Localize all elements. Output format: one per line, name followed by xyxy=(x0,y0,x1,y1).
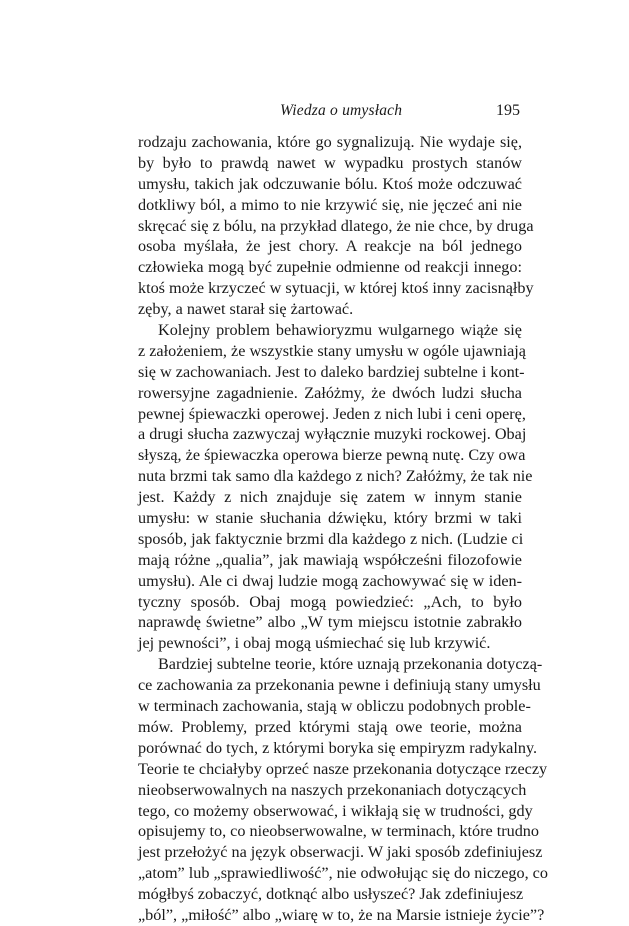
text-line: się w zachowaniach. Jest to daleko bardziej subtelne i kont- xyxy=(138,362,525,381)
text-line: by było to prawdą nawet w wypadku prostych stanów xyxy=(138,153,522,172)
text-line: rowersyjne zagadnienie. Załóżmy, że dwóch ludzi słucha xyxy=(138,383,522,402)
text-line: jest przełożyć na język obserwacji. W jaki sposób zdefiniujesz xyxy=(138,843,543,862)
text-line: zęby, a nawet starał się żartować. xyxy=(138,300,354,319)
paragraph xyxy=(138,320,533,654)
text-line: skręcać się z bólu, na przykład dlatego, że nie chce, by druga xyxy=(138,216,534,235)
text-line: rodzaju zachowania, które go sygnalizują. Nie wydaje się, xyxy=(138,133,522,151)
text-line: tyczny sposób. Obaj mogą powiedzieć: „Ach, to było xyxy=(138,592,522,611)
text-line: ce zachowania za przekonania pewne i definiują stany umysłu xyxy=(138,676,541,695)
text-line: mógłbyś zobaczyć, dotknąć albo usłyszeć? Jak zdefiniujesz xyxy=(138,885,524,904)
running-title: Wiedza o umysłach xyxy=(280,102,403,119)
text-line: z założeniem, że wszystkie stany umysłu w ogóle ujawniają xyxy=(138,341,526,360)
body-text xyxy=(138,132,548,926)
text-line: jej pewności”, i obaj mogą uśmiechać się lub krzywić. xyxy=(138,634,491,653)
text-line: „ból”, „miłość” albo „wiarę w to, że na Marsie istnieje życie”? xyxy=(138,905,545,924)
paragraph xyxy=(138,132,534,320)
text-line: mają różne „qualia”, jak mawiają współcześni filozofowie xyxy=(138,550,522,569)
text-line: nuta brzmi tak samo dla każdego z nich? Załóżmy, że tak nie xyxy=(138,467,533,486)
text-line: Teorie te chciałyby oprzeć nasze przekonania dotyczące rzeczy xyxy=(138,759,548,778)
text-line: Kolejny problem behawioryzmu wulgarnego wiąże się xyxy=(158,321,522,340)
page-number: 195 xyxy=(496,102,520,119)
text-line: słyszą, że śpiewaczka operowa bierze pewną nutę. Czy owa xyxy=(138,446,526,465)
running-header xyxy=(138,102,522,124)
text-line: umysłu). Ale ci dwaj ludzie mogą zachowywać się w iden- xyxy=(138,571,522,590)
paragraph xyxy=(138,654,548,926)
text-line: porównać do tych, z którymi boryka się empiryzm radykalny. xyxy=(138,738,538,757)
text-line: jest. Każdy z nich znajduje się zatem w innym stanie xyxy=(138,488,522,507)
text-line: nieobserwowalnych na naszych przekonaniach dotyczących xyxy=(138,780,527,799)
text-line: sposób, jak faktycznie brzmi dla każdego z nich. (Ludzie ci xyxy=(138,529,524,548)
text-line: opisujemy to, co nieobserwowalne, w terminach, które trudno xyxy=(138,822,539,841)
text-line: naprawdę świetne” albo „W tym miejscu istotnie zabrakło xyxy=(138,613,522,632)
text-line: umysłu, takich jak odczuwanie bólu. Ktoś może odczuwać xyxy=(138,174,522,193)
text-line: pewnej śpiewaczki operowej. Jeden z nich lubi i ceni operę, xyxy=(138,404,526,423)
text-line: osoba myślała, że jest chory. A reakcje na ból jednego xyxy=(138,237,522,256)
text-line: człowieka mogą być zupełnie odmienne od reakcji innego: xyxy=(138,258,522,277)
text-line: w terminach zachowania, stają w obliczu podobnych proble- xyxy=(138,697,531,716)
text-line: ktoś może krzyczeć w sytuacji, w której ktoś inny zacisnąłby xyxy=(138,279,534,298)
text-line: dotkliwy ból, a mimo to nie krzywić się, nie jęczeć ani nie xyxy=(138,195,522,214)
text-line: tego, co możemy obserwować, i wikłają się w trudności, gdy xyxy=(138,801,533,820)
text-line: a drugi słucha zazwyczaj wyłącznie muzyki rockowej. Obaj xyxy=(138,425,527,444)
text-line: mów. Problemy, przed którymi stają owe teorie, można xyxy=(138,717,522,736)
text-line: Bardziej subtelne teorie, które uznają przekonania dotyczą- xyxy=(158,655,543,674)
text-line: „atom” lub „sprawiedliwość”, nie odwołując się do niczego, co xyxy=(138,864,548,883)
text-line: umysłu: w stanie słuchania dźwięku, który brzmi w taki xyxy=(138,509,522,528)
